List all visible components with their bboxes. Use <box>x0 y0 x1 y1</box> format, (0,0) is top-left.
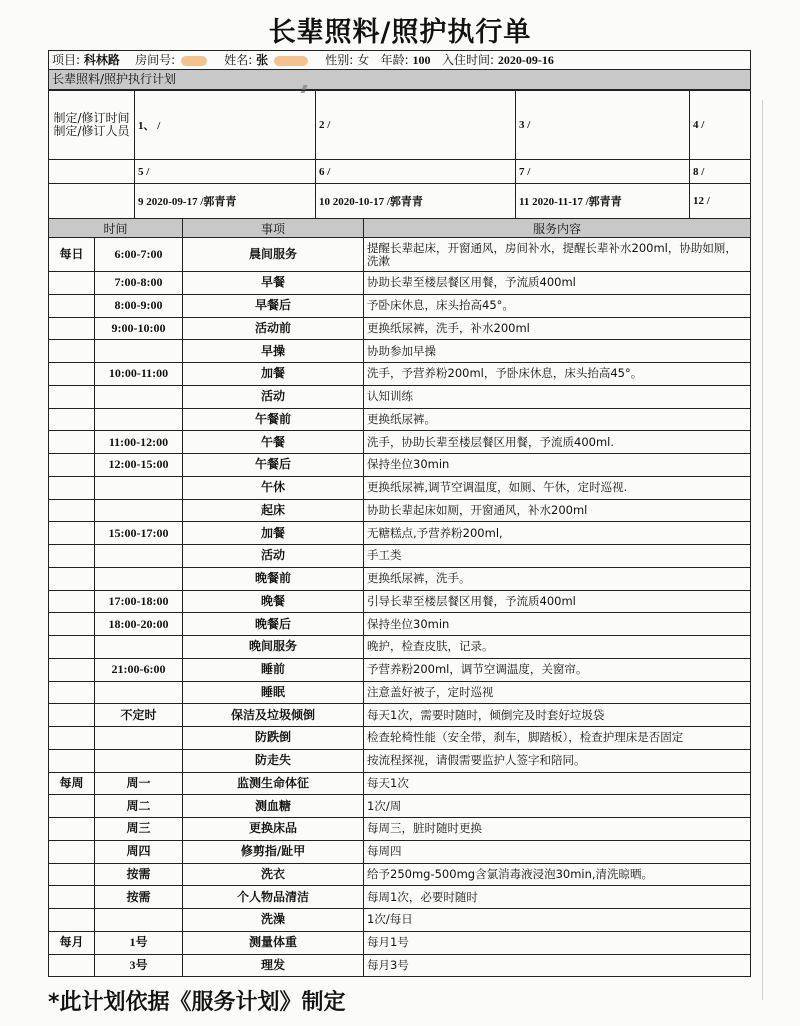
page-edge-line <box>762 100 763 1000</box>
schedule-period-cell <box>49 408 95 431</box>
schedule-item-cell: 活动前 <box>183 317 364 340</box>
schedule-time-cell: 按需 <box>95 863 183 886</box>
schedule-time-cell <box>95 385 183 408</box>
schedule-row <box>49 545 751 568</box>
schedule-item-cell: 监测生命体征 <box>183 772 364 795</box>
schedule-time-cell <box>95 567 183 590</box>
schedule-content-cell: 每周四 <box>364 840 751 863</box>
schedule-item-cell: 晚餐 <box>183 590 364 613</box>
schedule-item-cell: 午餐 <box>183 431 364 454</box>
revision-cell: 11 2020-11-17 /郭青青 <box>516 184 690 219</box>
schedule-content-cell: 提醒长辈起床，开窗通风，房间补水，提醒长辈补水200ml，协助如厕，洗漱 <box>364 238 751 272</box>
schedule-row <box>49 431 751 454</box>
schedule-time-cell <box>95 909 183 932</box>
schedule-item-cell: 洗衣 <box>183 863 364 886</box>
schedule-item-cell: 早餐后 <box>183 294 364 317</box>
schedule-time-cell: 17:00-18:00 <box>95 590 183 613</box>
schedule-row <box>49 886 751 909</box>
schedule-content-cell: 协助参加早操 <box>364 340 751 363</box>
schedule-time-cell: 12:00-15:00 <box>95 454 183 477</box>
schedule-content-cell: 手工类 <box>364 545 751 568</box>
revision-cell: 10 2020-10-17 /郭青青 <box>316 184 516 219</box>
schedule-period-cell: 每日 <box>49 238 95 272</box>
schedule-table <box>48 218 751 977</box>
schedule-item-cell: 晨间服务 <box>183 238 364 272</box>
schedule-body <box>49 238 751 977</box>
schedule-content-cell: 检查轮椅性能（安全带，刹车，脚踏板），检查护理床是否固定 <box>364 727 751 750</box>
schedule-row <box>49 658 751 681</box>
schedule-item-cell: 午餐前 <box>183 408 364 431</box>
revision-cell: 9 2020-09-17 /郭青青 <box>135 184 316 219</box>
schedule-time-cell: 21:00-6:00 <box>95 658 183 681</box>
schedule-period-cell <box>49 749 95 772</box>
schedule-time-cell: 按需 <box>95 886 183 909</box>
schedule-item-cell: 早操 <box>183 340 364 363</box>
schedule-content-cell: 每周三，脏时随时更换 <box>364 818 751 841</box>
checkin-value: 2020-09-16 <box>497 53 554 67</box>
schedule-content-cell: 保持坐位30min <box>364 454 751 477</box>
schedule-period-cell: 每周 <box>49 772 95 795</box>
age-value: 100 <box>412 53 431 67</box>
room-label: 房间号: <box>135 53 176 67</box>
schedule-row <box>49 238 751 272</box>
schedule-content-cell: 更换纸尿裤,调节空调温度，如厕、午休，定时巡视. <box>364 476 751 499</box>
schedule-row <box>49 590 751 613</box>
schedule-row <box>49 294 751 317</box>
schedule-row <box>49 840 751 863</box>
schedule-item-cell: 活动 <box>183 545 364 568</box>
schedule-period-cell <box>49 613 95 636</box>
schedule-period-cell <box>49 431 95 454</box>
schedule-row <box>49 681 751 704</box>
schedule-period-cell <box>49 385 95 408</box>
schedule-time-cell <box>95 545 183 568</box>
schedule-period-cell: 每月 <box>49 931 95 954</box>
schedule-time-cell: 9:00-10:00 <box>95 317 183 340</box>
revision-label <box>49 91 135 160</box>
schedule-content-cell: 认知训练 <box>364 385 751 408</box>
schedule-period-cell <box>49 886 95 909</box>
name-label: 姓名: <box>224 53 253 67</box>
schedule-time-cell: 11:00-12:00 <box>95 431 183 454</box>
schedule-content-cell: 保持坐位30min <box>364 613 751 636</box>
schedule-row <box>49 704 751 727</box>
schedule-period-cell <box>49 454 95 477</box>
schedule-period-cell <box>49 818 95 841</box>
schedule-row <box>49 363 751 386</box>
checkin-label: 入住时间: <box>441 53 494 67</box>
schedule-time-cell: 1号 <box>95 931 183 954</box>
schedule-time-cell: 不定时 <box>95 704 183 727</box>
schedule-item-cell: 防走失 <box>183 749 364 772</box>
redaction-mark <box>274 56 308 66</box>
schedule-item-cell: 更换床品 <box>183 818 364 841</box>
schedule-period-cell <box>49 522 95 545</box>
age-label: 年龄: <box>380 53 409 67</box>
schedule-content-cell: 更换纸尿裤，洗手。 <box>364 567 751 590</box>
schedule-content-cell: 洗手，予营养粉200ml，予卧床休息，床头抬高45°。 <box>364 363 751 386</box>
schedule-period-cell <box>49 317 95 340</box>
schedule-period-cell <box>49 636 95 659</box>
schedule-content-cell: 给予250mg-500mg含氯消毒液浸泡30min,清洗晾晒。 <box>364 863 751 886</box>
schedule-period-cell <box>49 727 95 750</box>
revision-cell: 4 / <box>690 91 751 160</box>
schedule-row <box>49 317 751 340</box>
name-value: 张 <box>256 53 269 67</box>
schedule-content-cell: 洗手，协助长辈至楼层餐区用餐，予流质400ml. <box>364 431 751 454</box>
schedule-item-cell: 午休 <box>183 476 364 499</box>
schedule-row <box>49 749 751 772</box>
revision-label-empty <box>49 184 135 219</box>
revision-cell: 1、 / <box>135 91 316 160</box>
schedule-time-cell <box>95 499 183 522</box>
schedule-item-cell: 睡眠 <box>183 681 364 704</box>
schedule-period-cell <box>49 363 95 386</box>
schedule-row <box>49 931 751 954</box>
schedule-item-cell: 测血糖 <box>183 795 364 818</box>
revision-cell: 7 / <box>516 160 690 184</box>
schedule-row <box>49 522 751 545</box>
schedule-time-cell: 8:00-9:00 <box>95 294 183 317</box>
schedule-item-cell: 晚间服务 <box>183 636 364 659</box>
schedule-time-cell <box>95 340 183 363</box>
schedule-content-cell: 引导长辈至楼层餐区用餐，予流质400ml <box>364 590 751 613</box>
schedule-row <box>49 567 751 590</box>
schedule-item-cell: 早餐 <box>183 272 364 295</box>
schedule-content-cell: 1次/周 <box>364 795 751 818</box>
schedule-period-cell <box>49 340 95 363</box>
schedule-time-cell: 周三 <box>95 818 183 841</box>
schedule-item-cell: 洗澡 <box>183 909 364 932</box>
schedule-period-cell <box>49 590 95 613</box>
schedule-period-cell <box>49 567 95 590</box>
schedule-content-cell: 每月1号 <box>364 931 751 954</box>
schedule-item-cell: 睡前 <box>183 658 364 681</box>
schedule-row <box>49 476 751 499</box>
schedule-item-cell: 理发 <box>183 954 364 977</box>
project-label: 项目: <box>52 53 81 67</box>
schedule-row <box>49 727 751 750</box>
schedule-item-cell: 个人物品清洁 <box>183 886 364 909</box>
schedule-row <box>49 636 751 659</box>
schedule-period-cell <box>49 272 95 295</box>
schedule-period-cell <box>49 658 95 681</box>
schedule-time-cell: 18:00-20:00 <box>95 613 183 636</box>
schedule-item-cell: 加餐 <box>183 522 364 545</box>
schedule-content-cell: 1次/每日 <box>364 909 751 932</box>
schedule-period-cell <box>49 795 95 818</box>
schedule-time-cell: 周四 <box>95 840 183 863</box>
schedule-row <box>49 954 751 977</box>
revision-label-time: 制定/修订时间 <box>53 111 130 125</box>
schedule-time-cell <box>95 727 183 750</box>
schedule-item-cell: 加餐 <box>183 363 364 386</box>
schedule-content-cell: 予营养粉200ml，调节空调温度，关窗帘。 <box>364 658 751 681</box>
schedule-content-cell: 晚护，检查皮肤，记录。 <box>364 636 751 659</box>
schedule-content-cell: 更换纸尿裤，洗手，补水200ml <box>364 317 751 340</box>
schedule-row <box>49 272 751 295</box>
header-content: 服务内容 <box>364 219 751 238</box>
schedule-time-cell: 3号 <box>95 954 183 977</box>
schedule-time-cell: 10:00-11:00 <box>95 363 183 386</box>
header-time: 时间 <box>49 219 183 238</box>
gender-label: 性别: <box>325 53 354 67</box>
header-item: 事项 <box>183 219 364 238</box>
schedule-item-cell: 晚餐前 <box>183 567 364 590</box>
schedule-item-cell: 防跌倒 <box>183 727 364 750</box>
footer-note: *此计划依据《服务计划》制定 <box>48 990 346 1015</box>
schedule-content-cell: 每天1次，需要时随时，倾倒完及时套好垃圾袋 <box>364 704 751 727</box>
schedule-item-cell: 午餐后 <box>183 454 364 477</box>
schedule-time-cell <box>95 408 183 431</box>
revision-cell: 2 / <box>316 91 516 160</box>
schedule-content-cell: 每周1次，必要时随时 <box>364 886 751 909</box>
revision-label-empty <box>49 160 135 184</box>
schedule-time-cell: 6:00-7:00 <box>95 238 183 272</box>
schedule-period-cell <box>49 545 95 568</box>
resident-info-bar <box>48 50 751 70</box>
schedule-period-cell <box>49 476 95 499</box>
schedule-time-cell <box>95 476 183 499</box>
schedule-content-cell: 协助长辈至楼层餐区用餐，予流质400ml <box>364 272 751 295</box>
schedule-time-cell: 周一 <box>95 772 183 795</box>
schedule-period-cell <box>49 840 95 863</box>
schedule-row <box>49 818 751 841</box>
schedule-content-cell: 予卧床休息，床头抬高45°。 <box>364 294 751 317</box>
schedule-item-cell: 活动 <box>183 385 364 408</box>
revision-cell: 6 / <box>316 160 516 184</box>
schedule-content-cell: 每天1次 <box>364 772 751 795</box>
schedule-item-cell: 修剪指/趾甲 <box>183 840 364 863</box>
schedule-item-cell: 晚餐后 <box>183 613 364 636</box>
page-title: 长辈照料/照护执行单 <box>268 17 532 48</box>
schedule-item-cell: 保洁及垃圾倾倒 <box>183 704 364 727</box>
schedule-period-cell <box>49 954 95 977</box>
schedule-time-cell: 7:00-8:00 <box>95 272 183 295</box>
schedule-row <box>49 772 751 795</box>
schedule-content-cell: 无糖糕点,予营养粉200ml, <box>364 522 751 545</box>
schedule-item-cell: 起床 <box>183 499 364 522</box>
gender-value: 女 <box>357 53 370 67</box>
schedule-row <box>49 408 751 431</box>
revision-table <box>48 90 751 219</box>
revision-cell: 8 / <box>690 160 751 184</box>
schedule-row <box>49 909 751 932</box>
schedule-period-cell <box>49 909 95 932</box>
schedule-period-cell <box>49 704 95 727</box>
schedule-content-cell: 协助长辈起床如厕，开窗通风，补水200ml <box>364 499 751 522</box>
schedule-time-cell: 周二 <box>95 795 183 818</box>
schedule-period-cell <box>49 863 95 886</box>
revision-cell: 3 / <box>516 91 690 160</box>
schedule-content-cell: 按流程探视，请假需要监护人签字和陪同。 <box>364 749 751 772</box>
schedule-content-cell: 每月3号 <box>364 954 751 977</box>
schedule-row <box>49 863 751 886</box>
schedule-row <box>49 795 751 818</box>
project-value: 科林路 <box>83 53 120 67</box>
revision-label-person: 制定/修订人员 <box>53 124 130 138</box>
schedule-time-cell <box>95 749 183 772</box>
schedule-content-cell: 更换纸尿裤。 <box>364 408 751 431</box>
schedule-content-cell: 注意盖好被子，定时巡视 <box>364 681 751 704</box>
schedule-time-cell <box>95 636 183 659</box>
schedule-time-cell <box>95 681 183 704</box>
redaction-mark <box>181 56 207 66</box>
schedule-period-cell <box>49 499 95 522</box>
schedule-time-cell: 15:00-17:00 <box>95 522 183 545</box>
schedule-header-row <box>49 219 751 238</box>
schedule-row <box>49 613 751 636</box>
schedule-row <box>49 385 751 408</box>
schedule-item-cell: 测量体重 <box>183 931 364 954</box>
schedule-period-cell <box>49 294 95 317</box>
revision-cell: 5 / <box>135 160 316 184</box>
plan-section-header: 长辈照料/照护执行计划 <box>48 70 751 90</box>
revision-cell: 12 / <box>690 184 751 219</box>
schedule-row <box>49 454 751 477</box>
schedule-row <box>49 499 751 522</box>
schedule-row <box>49 340 751 363</box>
schedule-period-cell <box>49 681 95 704</box>
